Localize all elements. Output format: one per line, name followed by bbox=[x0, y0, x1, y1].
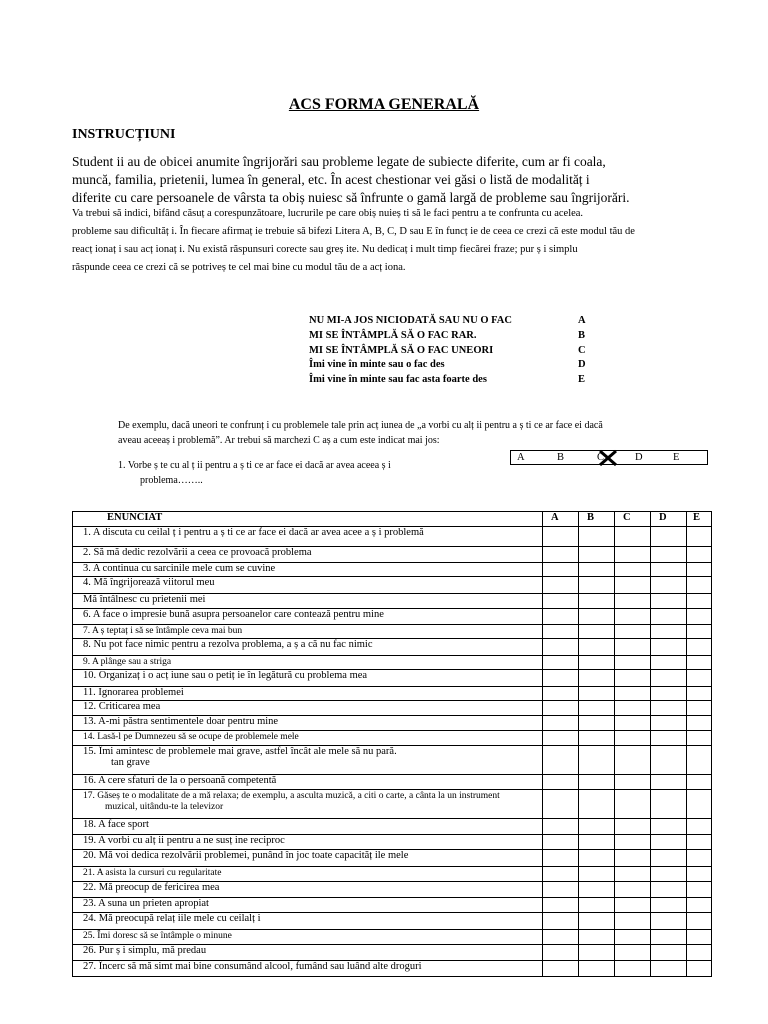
header-col-a: A bbox=[543, 512, 579, 527]
statement-cell bbox=[73, 609, 543, 625]
statement-text: 2. Să mă dedic rezolvării a ceea ce provoacă problema bbox=[83, 547, 312, 558]
answer-cell-b[interactable] bbox=[579, 687, 615, 701]
answer-cell-b[interactable] bbox=[579, 701, 615, 716]
answer-cell-d[interactable] bbox=[651, 701, 687, 716]
statement-cell bbox=[73, 625, 543, 639]
answer-cell-d[interactable] bbox=[651, 930, 687, 945]
answer-cell-b[interactable] bbox=[579, 913, 615, 930]
statement-cell bbox=[73, 746, 543, 775]
answer-cell-a[interactable] bbox=[543, 775, 579, 790]
answer-cell-b[interactable] bbox=[579, 850, 615, 867]
answer-cell-d[interactable] bbox=[651, 594, 687, 609]
answer-cell-b[interactable] bbox=[579, 670, 615, 687]
answer-cell-d[interactable] bbox=[651, 656, 687, 670]
table-row bbox=[73, 716, 712, 731]
example-text: aveau aceeaș i problemă”. Ar trebui să marchezi C aș a cum este indicat mai jos: bbox=[118, 435, 440, 446]
statement-text: 16. A cere sfaturi de la o persoană competentă bbox=[83, 775, 277, 786]
answer-cell-e[interactable] bbox=[687, 867, 712, 882]
statement-cell bbox=[73, 687, 543, 701]
answer-cell-a[interactable] bbox=[543, 882, 579, 898]
answer-cell-b[interactable] bbox=[579, 775, 615, 790]
statement-cell bbox=[73, 716, 543, 731]
example-option-c: C bbox=[597, 452, 605, 463]
answer-cell-a[interactable] bbox=[543, 850, 579, 867]
table-row bbox=[73, 609, 712, 625]
instruction-line: răspunde ceea ce crezi că se potriveș te cel mai bine cu modul tău de a acț iona. bbox=[72, 262, 406, 273]
example-item: 1. Vorbe ș te cu al ț ii pentru a ș ti ce ar face ei dacă ar avea aceea ș i bbox=[118, 460, 391, 471]
answer-cell-a[interactable] bbox=[543, 701, 579, 716]
statement-cell bbox=[73, 867, 543, 882]
answer-cell-b[interactable] bbox=[579, 563, 615, 577]
instructions-heading: INSTRUCȚIUNI bbox=[72, 127, 176, 142]
table-row bbox=[73, 898, 712, 913]
statement-cell bbox=[73, 701, 543, 716]
table-row bbox=[73, 850, 712, 867]
answer-cell-e[interactable] bbox=[687, 670, 712, 687]
answer-cell-c[interactable] bbox=[615, 656, 651, 670]
answer-cell-a[interactable] bbox=[543, 913, 579, 930]
statement-text: 10. Organizaț i o acț iune sau o petiț ie în legătură cu problema mea bbox=[83, 670, 368, 681]
legend-text: Îmi vine în minte sau fac asta foarte des bbox=[309, 374, 487, 385]
table-row bbox=[73, 790, 712, 819]
statement-cell bbox=[73, 913, 543, 930]
answer-cell-b[interactable] bbox=[579, 594, 615, 609]
table-row bbox=[73, 527, 712, 547]
statement-text: 6. A face o impresie bună asupra persoanelor care contează pentru mine bbox=[83, 609, 384, 620]
answer-cell-e[interactable] bbox=[687, 701, 712, 716]
table-row bbox=[73, 961, 712, 977]
answer-cell-b[interactable] bbox=[579, 547, 615, 563]
answer-cell-c[interactable] bbox=[615, 701, 651, 716]
table-row bbox=[73, 835, 712, 850]
header-col-d: D bbox=[651, 512, 687, 527]
answer-cell-d[interactable] bbox=[651, 731, 687, 746]
answer-cell-e[interactable] bbox=[687, 819, 712, 835]
statement-cell bbox=[73, 961, 543, 977]
statement-continuation: tan grave bbox=[111, 757, 150, 768]
answer-cell-c[interactable] bbox=[615, 527, 651, 547]
answer-cell-b[interactable] bbox=[579, 746, 615, 775]
answer-cell-a[interactable] bbox=[543, 670, 579, 687]
table-row bbox=[73, 746, 712, 775]
intro-line: diferite cu care persoanele de vârsta ta obiș nuiesc să înfrunte o gamă largă de probleme sau îngrijorări. bbox=[72, 190, 630, 205]
answer-cell-d[interactable] bbox=[651, 882, 687, 898]
statement-text: 18. A face sport bbox=[83, 819, 149, 830]
answer-cell-b[interactable] bbox=[579, 819, 615, 835]
answer-cell-a[interactable] bbox=[543, 547, 579, 563]
statement-text: 27. Încerc să mă simt mai bine consumând alcool, fumând sau luând alte droguri bbox=[83, 961, 422, 972]
answer-cell-d[interactable] bbox=[651, 609, 687, 625]
table-row bbox=[73, 656, 712, 670]
answer-cell-a[interactable] bbox=[543, 961, 579, 977]
response-table bbox=[72, 511, 712, 977]
answer-cell-e[interactable] bbox=[687, 945, 712, 961]
statement-cell bbox=[73, 882, 543, 898]
answer-cell-d[interactable] bbox=[651, 790, 687, 819]
answer-cell-c[interactable] bbox=[615, 687, 651, 701]
answer-cell-e[interactable] bbox=[687, 850, 712, 867]
answer-cell-e[interactable] bbox=[687, 594, 712, 609]
statement-text: 7. A ș teptaț i să se întâmple ceva mai bun bbox=[83, 626, 243, 636]
intro-line: Student ii au de obicei anumite îngrijorări sau probleme legate de subiecte diferite, cum ar fi coala, bbox=[72, 154, 606, 169]
answer-cell-c[interactable] bbox=[615, 850, 651, 867]
answer-cell-c[interactable] bbox=[615, 867, 651, 882]
answer-cell-b[interactable] bbox=[579, 867, 615, 882]
table-row bbox=[73, 945, 712, 961]
statement-text: 1. A discuta cu ceilal ț i pentru a ș ti ce ar face ei dacă ar avea acee a ș i problemă bbox=[83, 527, 424, 538]
answer-cell-a[interactable] bbox=[543, 746, 579, 775]
answer-cell-a[interactable] bbox=[543, 609, 579, 625]
statement-text: 12. Criticarea mea bbox=[83, 701, 161, 712]
answer-cell-a[interactable] bbox=[543, 527, 579, 547]
answer-cell-a[interactable] bbox=[543, 898, 579, 913]
answer-cell-d[interactable] bbox=[651, 687, 687, 701]
example-option-b: B bbox=[557, 452, 565, 463]
statement-text: 26. Pur ș i simplu, mă predau bbox=[83, 945, 207, 956]
statement-cell bbox=[73, 775, 543, 790]
answer-cell-a[interactable] bbox=[543, 656, 579, 670]
answer-cell-c[interactable] bbox=[615, 577, 651, 594]
answer-cell-c[interactable] bbox=[615, 945, 651, 961]
header-col-b: B bbox=[579, 512, 615, 527]
intro-line: muncă, familia, prietenii, lumea în general, etc. În acest chestionar vei găsi o listă de modalităț i bbox=[72, 172, 590, 187]
answer-cell-c[interactable] bbox=[615, 731, 651, 746]
answer-cell-d[interactable] bbox=[651, 746, 687, 775]
statement-text: 13. A-mi păstra sentimentele doar pentru mine bbox=[83, 716, 279, 727]
answer-cell-d[interactable] bbox=[651, 850, 687, 867]
answer-cell-d[interactable] bbox=[651, 547, 687, 563]
statement-cell bbox=[73, 835, 543, 850]
answer-cell-c[interactable] bbox=[615, 961, 651, 977]
answer-cell-c[interactable] bbox=[615, 594, 651, 609]
answer-cell-c[interactable] bbox=[615, 913, 651, 930]
answer-cell-a[interactable] bbox=[543, 639, 579, 656]
statement-cell bbox=[73, 594, 543, 609]
example-item-cont: problema…….. bbox=[140, 475, 203, 486]
answer-cell-d[interactable] bbox=[651, 898, 687, 913]
instruction-line: reacț ionaț i sau acț ionaț i. Nu există răspunsuri corecte sau greș ite. Nu dedicaț i mult timp fiecărei fraze; pur ș i simplu bbox=[72, 244, 578, 255]
statement-cell bbox=[73, 731, 543, 746]
answer-cell-d[interactable] bbox=[651, 835, 687, 850]
table-row bbox=[73, 577, 712, 594]
answer-cell-e[interactable] bbox=[687, 716, 712, 731]
answer-cell-e[interactable] bbox=[687, 775, 712, 790]
statement-text: 22. Mă preocup de fericirea mea bbox=[83, 882, 220, 893]
answer-cell-a[interactable] bbox=[543, 790, 579, 819]
answer-cell-e[interactable] bbox=[687, 913, 712, 930]
statement-text: 11. Ignorarea problemei bbox=[83, 687, 184, 698]
answer-cell-c[interactable] bbox=[615, 639, 651, 656]
answer-cell-a[interactable] bbox=[543, 835, 579, 850]
answer-cell-e[interactable] bbox=[687, 898, 712, 913]
answer-cell-a[interactable] bbox=[543, 577, 579, 594]
answer-cell-b[interactable] bbox=[579, 930, 615, 945]
statement-text: 9. A plânge sau a striga bbox=[83, 657, 172, 667]
answer-cell-e[interactable] bbox=[687, 577, 712, 594]
answer-cell-c[interactable] bbox=[615, 716, 651, 731]
answer-cell-b[interactable] bbox=[579, 656, 615, 670]
table-row bbox=[73, 594, 712, 609]
statement-text: 20. Mă voi dedica rezolvării problemei, punând în joc toate capacităț ile mele bbox=[83, 850, 409, 861]
table-row bbox=[73, 731, 712, 746]
answer-cell-d[interactable] bbox=[651, 716, 687, 731]
answer-cell-c[interactable] bbox=[615, 563, 651, 577]
table-row bbox=[73, 547, 712, 563]
legend-letter: D bbox=[578, 359, 586, 370]
statement-cell bbox=[73, 819, 543, 835]
legend-text: NU MI-A JOS NICIODATĂ SAU NU O FAC bbox=[309, 315, 512, 326]
instruction-line: probleme sau dificultăț i. În fiecare afirmaț ie trebuie să bifezi Litera A, B, C, D sau E în funcț ie de ceea ce crezi că este modul tău de bbox=[72, 226, 635, 237]
statement-text: 8. Nu pot face nimic pentru a rezolva problema, a ș a că nu fac nimic bbox=[83, 639, 373, 650]
statement-cell bbox=[73, 527, 543, 547]
answer-cell-c[interactable] bbox=[615, 882, 651, 898]
answer-cell-d[interactable] bbox=[651, 961, 687, 977]
statement-text: 24. Mă preocupă relaț iile mele cu ceilalț i bbox=[83, 913, 261, 924]
answer-cell-e[interactable] bbox=[687, 625, 712, 639]
answer-cell-a[interactable] bbox=[543, 930, 579, 945]
answer-cell-b[interactable] bbox=[579, 716, 615, 731]
answer-cell-e[interactable] bbox=[687, 639, 712, 656]
answer-cell-d[interactable] bbox=[651, 867, 687, 882]
header-col-e: E bbox=[687, 512, 712, 527]
answer-cell-e[interactable] bbox=[687, 656, 712, 670]
answer-cell-a[interactable] bbox=[543, 731, 579, 746]
statement-text: 14. Lasă-l pe Dumnezeu să se ocupe de problemele mele bbox=[83, 732, 299, 742]
example-option-d: D bbox=[635, 452, 643, 463]
answer-cell-a[interactable] bbox=[543, 716, 579, 731]
legend-text: MI SE ÎNTÂMPLĂ SĂ O FAC RAR. bbox=[309, 330, 477, 341]
answer-cell-e[interactable] bbox=[687, 527, 712, 547]
header-enunciat: ENUNCIAT bbox=[73, 512, 543, 527]
answer-cell-e[interactable] bbox=[687, 563, 712, 577]
statement-cell bbox=[73, 639, 543, 656]
table-row bbox=[73, 670, 712, 687]
answer-cell-c[interactable] bbox=[615, 625, 651, 639]
answer-cell-b[interactable] bbox=[579, 577, 615, 594]
answer-cell-c[interactable] bbox=[615, 930, 651, 945]
answer-cell-a[interactable] bbox=[543, 563, 579, 577]
example-option-a: A bbox=[517, 452, 525, 463]
answer-cell-b[interactable] bbox=[579, 625, 615, 639]
statement-text: 15. Îmi amintesc de problemele mai grave, astfel încât ale mele să nu pară. bbox=[83, 746, 397, 757]
answer-cell-c[interactable] bbox=[615, 790, 651, 819]
answer-cell-e[interactable] bbox=[687, 961, 712, 977]
statement-continuation: muzical, uitându-te la televizor bbox=[105, 802, 224, 812]
answer-cell-b[interactable] bbox=[579, 639, 615, 656]
answer-cell-c[interactable] bbox=[615, 835, 651, 850]
legend-letter: A bbox=[578, 315, 586, 326]
answer-cell-a[interactable] bbox=[543, 625, 579, 639]
answer-cell-a[interactable] bbox=[543, 819, 579, 835]
answer-cell-b[interactable] bbox=[579, 961, 615, 977]
answer-cell-e[interactable] bbox=[687, 882, 712, 898]
statement-cell bbox=[73, 945, 543, 961]
answer-cell-d[interactable] bbox=[651, 945, 687, 961]
document-title: ACS FORMA GENERALĂ bbox=[288, 96, 480, 113]
answer-cell-c[interactable] bbox=[615, 547, 651, 563]
answer-cell-d[interactable] bbox=[651, 625, 687, 639]
statement-cell bbox=[73, 547, 543, 563]
legend-text: Îmi vine în minte sau o fac des bbox=[309, 359, 445, 370]
table-row bbox=[73, 819, 712, 835]
table-row bbox=[73, 701, 712, 716]
legend-text: MI SE ÎNTÂMPLĂ SĂ O FAC UNEORI bbox=[309, 345, 494, 356]
answer-cell-d[interactable] bbox=[651, 577, 687, 594]
header-col-c: C bbox=[615, 512, 651, 527]
statement-cell bbox=[73, 577, 543, 594]
table-row bbox=[73, 687, 712, 701]
example-text: De exemplu, dacă uneori te confrunț i cu problemele tale prin acț iunea de „a vorbi cu alț ii pentru a ș ti ce ar face ei dacă bbox=[118, 420, 603, 431]
statement-cell bbox=[73, 930, 543, 945]
answer-cell-d[interactable] bbox=[651, 670, 687, 687]
instruction-line: Va trebui să indici, bifând căsuț a corespunzătoare, lucrurile pe care obiș nuieș ti să le faci pentru a te confrunta cu acelea. bbox=[72, 208, 584, 219]
table-row bbox=[73, 625, 712, 639]
answer-cell-e[interactable] bbox=[687, 547, 712, 563]
answer-cell-a[interactable] bbox=[543, 594, 579, 609]
table-row bbox=[73, 913, 712, 930]
table-header-row bbox=[73, 512, 712, 527]
statement-text: 19. A vorbi cu alț ii pentru a ne susț ine reciproc bbox=[83, 835, 285, 846]
legend-letter: C bbox=[578, 345, 586, 356]
answer-cell-d[interactable] bbox=[651, 775, 687, 790]
statement-text: 4. Mă îngrijorează viitorul meu bbox=[83, 577, 215, 588]
answer-cell-c[interactable] bbox=[615, 819, 651, 835]
answer-cell-e[interactable] bbox=[687, 930, 712, 945]
statement-text: 23. A suna un prieten apropiat bbox=[83, 898, 209, 909]
statement-text: Mă întâlnesc cu prietenii mei bbox=[83, 594, 206, 605]
statement-cell bbox=[73, 790, 543, 819]
answer-cell-e[interactable] bbox=[687, 687, 712, 701]
statement-cell bbox=[73, 656, 543, 670]
table-row bbox=[73, 930, 712, 945]
answer-cell-c[interactable] bbox=[615, 609, 651, 625]
statement-text: 3. A continua cu sarcinile mele cum se cuvine bbox=[83, 563, 276, 574]
answer-cell-b[interactable] bbox=[579, 790, 615, 819]
answer-cell-e[interactable] bbox=[687, 609, 712, 625]
statement-text: 25. Îmi doresc să se întâmple o minune bbox=[83, 931, 232, 941]
answer-cell-e[interactable] bbox=[687, 790, 712, 819]
table-row bbox=[73, 882, 712, 898]
answer-cell-d[interactable] bbox=[651, 563, 687, 577]
answer-cell-c[interactable] bbox=[615, 898, 651, 913]
answer-cell-b[interactable] bbox=[579, 731, 615, 746]
table-row bbox=[73, 563, 712, 577]
answer-cell-b[interactable] bbox=[579, 609, 615, 625]
statement-cell bbox=[73, 670, 543, 687]
statement-text: 21. A asista la cursuri cu regularitate bbox=[83, 868, 222, 878]
table-row bbox=[73, 775, 712, 790]
answer-cell-a[interactable] bbox=[543, 945, 579, 961]
answer-cell-d[interactable] bbox=[651, 639, 687, 656]
statement-cell bbox=[73, 563, 543, 577]
answer-cell-c[interactable] bbox=[615, 775, 651, 790]
legend-letter: B bbox=[578, 330, 586, 341]
answer-cell-b[interactable] bbox=[579, 835, 615, 850]
answer-cell-d[interactable] bbox=[651, 527, 687, 547]
legend-letter: E bbox=[578, 374, 586, 385]
answer-cell-a[interactable] bbox=[543, 687, 579, 701]
answer-cell-b[interactable] bbox=[579, 945, 615, 961]
statement-cell bbox=[73, 898, 543, 913]
answer-cell-a[interactable] bbox=[543, 867, 579, 882]
answer-cell-b[interactable] bbox=[579, 882, 615, 898]
answer-cell-d[interactable] bbox=[651, 819, 687, 835]
answer-cell-e[interactable] bbox=[687, 746, 712, 775]
answer-cell-e[interactable] bbox=[687, 731, 712, 746]
answer-cell-d[interactable] bbox=[651, 913, 687, 930]
statement-text: 17. Găseș te o modalitate de a mă relaxa; de exemplu, a asculta muzică, a citi o carte, a cânta la un instrument bbox=[83, 791, 500, 801]
answer-cell-b[interactable] bbox=[579, 898, 615, 913]
cross-mark-icon bbox=[598, 449, 618, 467]
answer-cell-c[interactable] bbox=[615, 670, 651, 687]
answer-cell-c[interactable] bbox=[615, 746, 651, 775]
example-option-e: E bbox=[673, 452, 680, 463]
answer-cell-e[interactable] bbox=[687, 835, 712, 850]
answer-cell-b[interactable] bbox=[579, 527, 615, 547]
table-row bbox=[73, 639, 712, 656]
statement-cell bbox=[73, 850, 543, 867]
table-row bbox=[73, 867, 712, 882]
